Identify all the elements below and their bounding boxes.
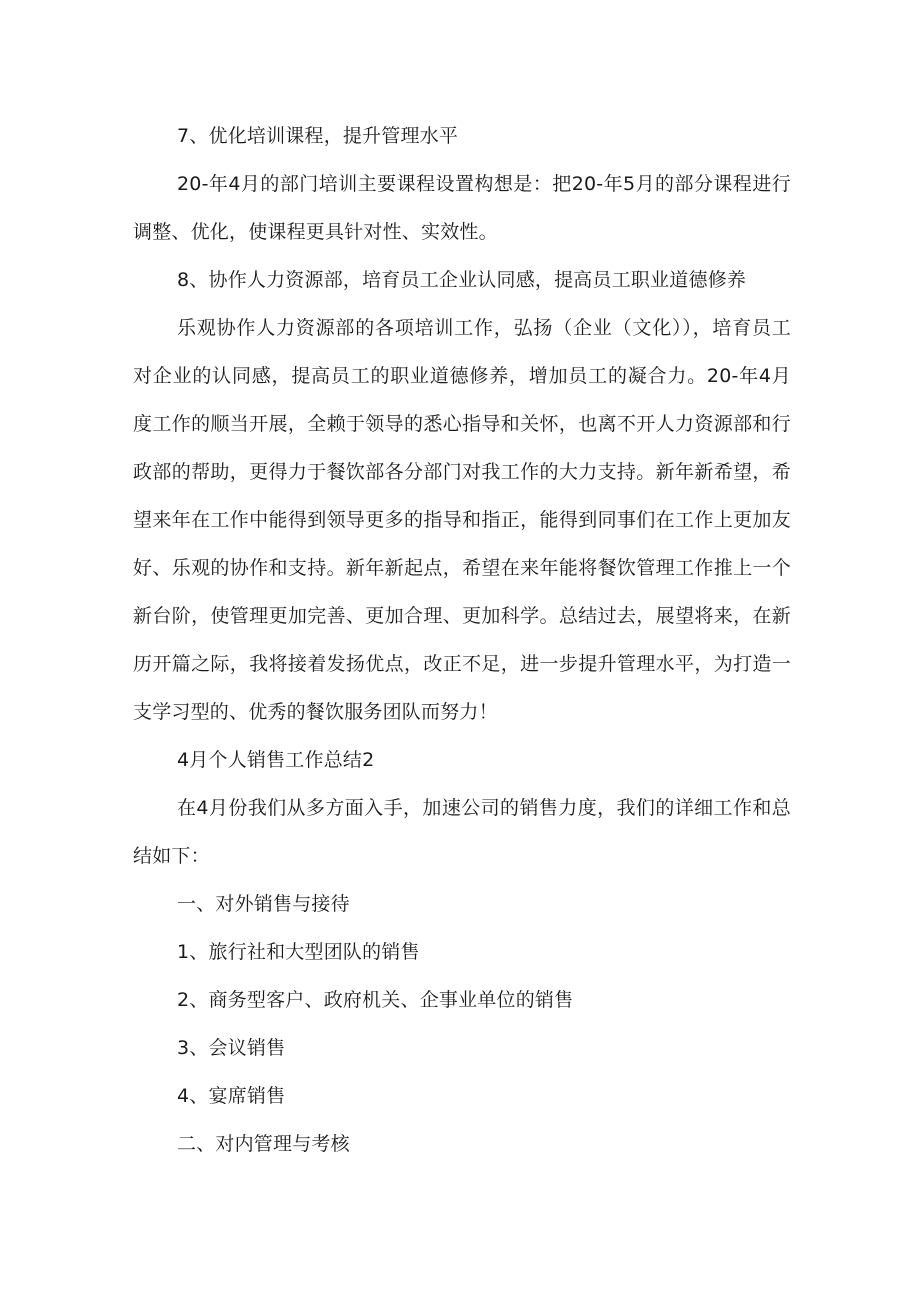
document-body — [133, 112, 791, 1168]
heading-sales-summary: 4月个人销售工作总结2 — [177, 749, 375, 771]
paragraph-hr-cooperation: 乐观协作人力资源部的各项培训工作，弘扬（企业（文化）），培育员工对企业的认同感，提高员工的职业道德修养，增加员工的凝合力。20-年4月度工作的顺当开展，全赖于领导的悉心指导和关怀，也离不开人力资源部和行政部的帮助，更得力于餐饮部各分部门对我工作的大力支持。新年新希望，希望来年在工作中能得到领导更多的指导和指正，能得到同事们在工作上更加友好、乐观的协作和支持。新年新起点，希望在来年能将餐饮管理工作推上一个新台阶，使管理更加完善、更加合理、更加科学。总结过去，展望将来，在新历开篇之际，我将接着发扬优点，改正不足，进一步提升管理水平，为打造一支学习型的、优秀的餐饮服务团队而努力！ — [133, 317, 791, 723]
paragraph-course-plan: 20-年4月的部门培训主要课程设置构想是：把20-年5月的部分课程进行调整、优化，使课程更具针对性、实效性。 — [133, 173, 791, 243]
heading-external-sales: 一、对外销售与接待 — [177, 893, 350, 915]
list-item-business-clients: 2、商务型客户、政府机关、企事业单位的销售 — [177, 989, 574, 1011]
heading-hr-cooperation: 8、协作人力资源部，培育员工企业认同感，提高员工职业道德修养 — [177, 269, 747, 291]
list-item-conference: 3、会议销售 — [177, 1037, 286, 1059]
heading-optimize-training: 7、优化培训课程，提升管理水平 — [177, 125, 459, 147]
heading-internal-management: 二、对内管理与考核 — [177, 1133, 350, 1155]
list-item-travel-agency: 1、旅行社和大型团队的销售 — [177, 941, 420, 963]
paragraph-sales-intro: 在4月份我们从多方面入手，加速公司的销售力度，我们的详细工作和总结如下： — [133, 797, 791, 867]
list-item-banquet: 4、宴席销售 — [177, 1085, 286, 1107]
